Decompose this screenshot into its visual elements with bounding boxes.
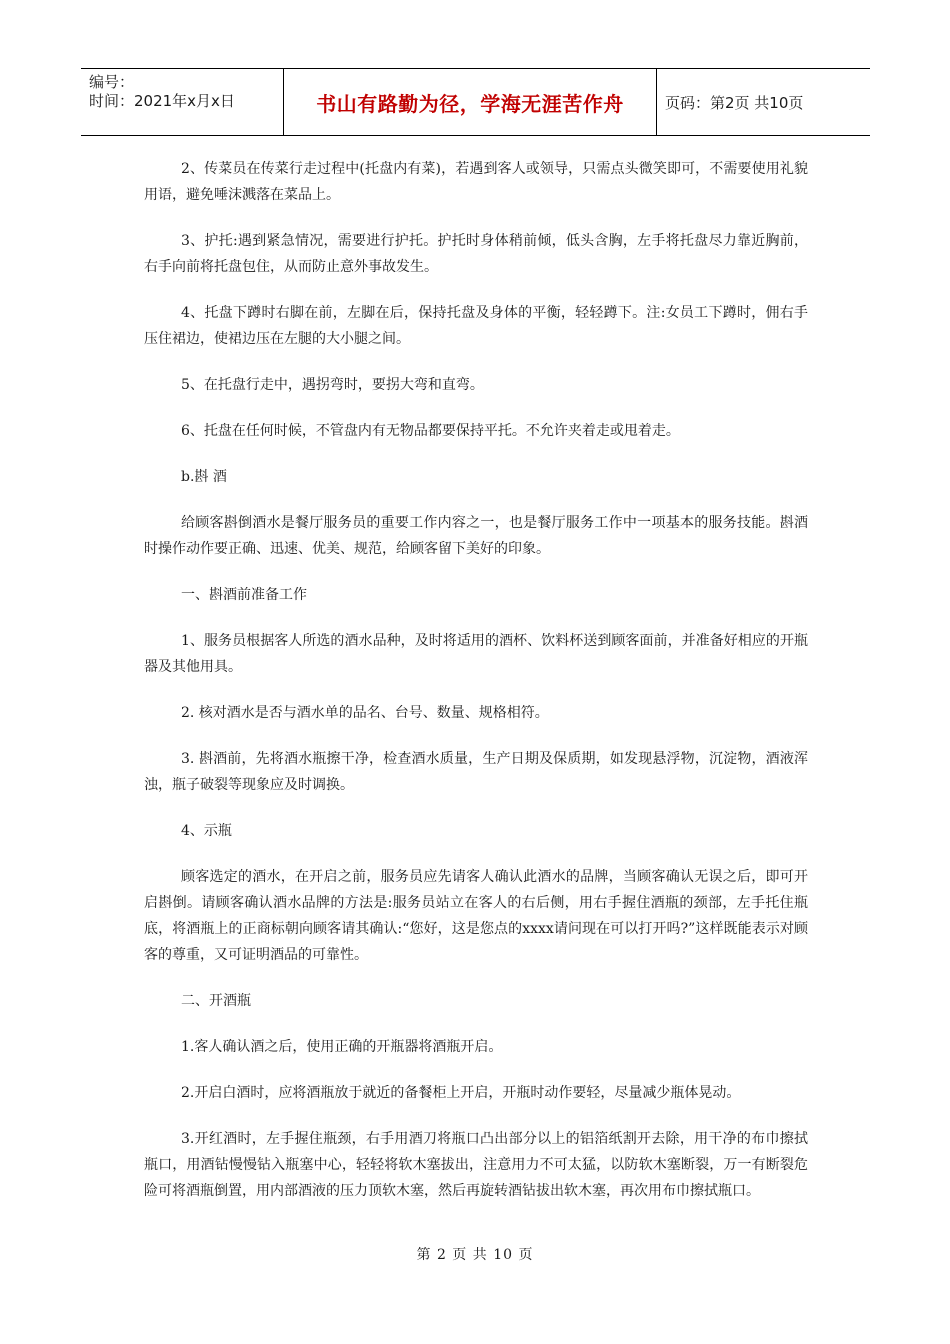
paragraph: 5、在托盘行走中，遇拐弯时，要拐大弯和直弯。 bbox=[181, 377, 484, 393]
section-heading: 二、开酒瓶 bbox=[181, 993, 251, 1009]
paragraph: 1、服务员根据客人所选的酒水品种，及时将适用的酒杯、饮料杯送到顾客面前，并准备好相应的开瓶器及其他用具。 bbox=[144, 633, 808, 675]
section-heading: b.斟 酒 bbox=[181, 469, 227, 485]
paragraph: 3、护托:遇到紧急情况，需要进行护托。护托时身体稍前倾，低头含胸，左手将托盘尽力靠近胸前，右手向前将托盘包住，从而防止意外事故发生。 bbox=[144, 233, 808, 275]
paragraph: 2.开启白酒时，应将酒瓶放于就近的备餐柜上开启，开瓶时动作要轻，尽量减少瓶体晃动。 bbox=[181, 1085, 741, 1101]
paragraph: 顾客选定的酒水，在开启之前，服务员应先请客人确认此酒水的品牌，当顾客确认无误之后，即可开启斟倒。请顾客确认酒水品牌的方法是:服务员站立在客人的右后侧，用右手握住酒瓶的颈部，左手托住瓶底，将酒瓶上的正商标朝向顾客请其确认:“您好，这是您点的xxxx请问现在可以打开吗?”这样既能表示对顾客的尊重，又可证明酒品的可靠性。 bbox=[144, 869, 808, 963]
section-heading: 4、示瓶 bbox=[181, 823, 232, 839]
page-header bbox=[81, 68, 870, 136]
paragraph: 6、托盘在任何时候，不管盘内有无物品都要保持平托。不允许夹着走或甩着走。 bbox=[181, 423, 680, 439]
page-footer: 第 2 页 共 10 页 bbox=[416, 1247, 534, 1263]
paragraph: 3. 斟酒前，先将酒水瓶擦干净，检查酒水质量，生产日期及保质期，如发现悬浮物，沉淀物，酒液浑浊，瓶子破裂等现象应及时调换。 bbox=[144, 751, 808, 793]
paragraph: 3.开红酒时，左手握住瓶颈，右手用酒刀将瓶口凸出部分以上的铝箔纸割开去除，用干净的布巾擦拭瓶口，用酒钻慢慢钻入瓶塞中心，轻轻将软木塞拔出，注意用力不可太猛，以防软木塞断裂，万一有断裂危险可将酒瓶倒置，用内部酒液的压力顶软木塞，然后再旋转酒钻拔出软木塞，再次用布巾擦拭瓶口。 bbox=[144, 1131, 808, 1199]
header-meta bbox=[81, 69, 283, 135]
document-body bbox=[144, 156, 808, 1224]
paragraph: 2. 核对酒水是否与酒水单的品名、台号、数量、规格相符。 bbox=[181, 705, 549, 721]
paragraph: 2、传菜员在传菜行走过程中(托盘内有菜)，若遇到客人或领导，只需点头微笑即可，不需要使用礼貌用语，避免唾沫溅落在菜品上。 bbox=[144, 161, 808, 203]
paragraph: 4、托盘下蹲时右脚在前，左脚在后，保持托盘及身体的平衡，轻轻蹲下。注:女员工下蹲时，佣右手压住裙边，使裙边压在左腿的大小腿之间。 bbox=[144, 305, 808, 347]
document-date: 时间：2021年x月x日 bbox=[89, 92, 235, 110]
paragraph: 1.客人确认酒之后，使用正确的开瓶器将酒瓶开启。 bbox=[181, 1039, 503, 1055]
section-heading: 一、斟酒前准备工作 bbox=[181, 587, 307, 603]
header-motto: 书山有路勤为径，学海无涯苦作舟 bbox=[283, 69, 657, 135]
document-number-label: 编号： bbox=[89, 73, 135, 91]
paragraph: 给顾客斟倒酒水是餐厅服务员的重要工作内容之一，也是餐厅服务工作中一项基本的服务技能。斟酒时操作动作要正确、迅速、优美、规范，给顾客留下美好的印象。 bbox=[144, 515, 808, 557]
header-page-code: 页码：第2页 共10页 bbox=[665, 93, 804, 112]
